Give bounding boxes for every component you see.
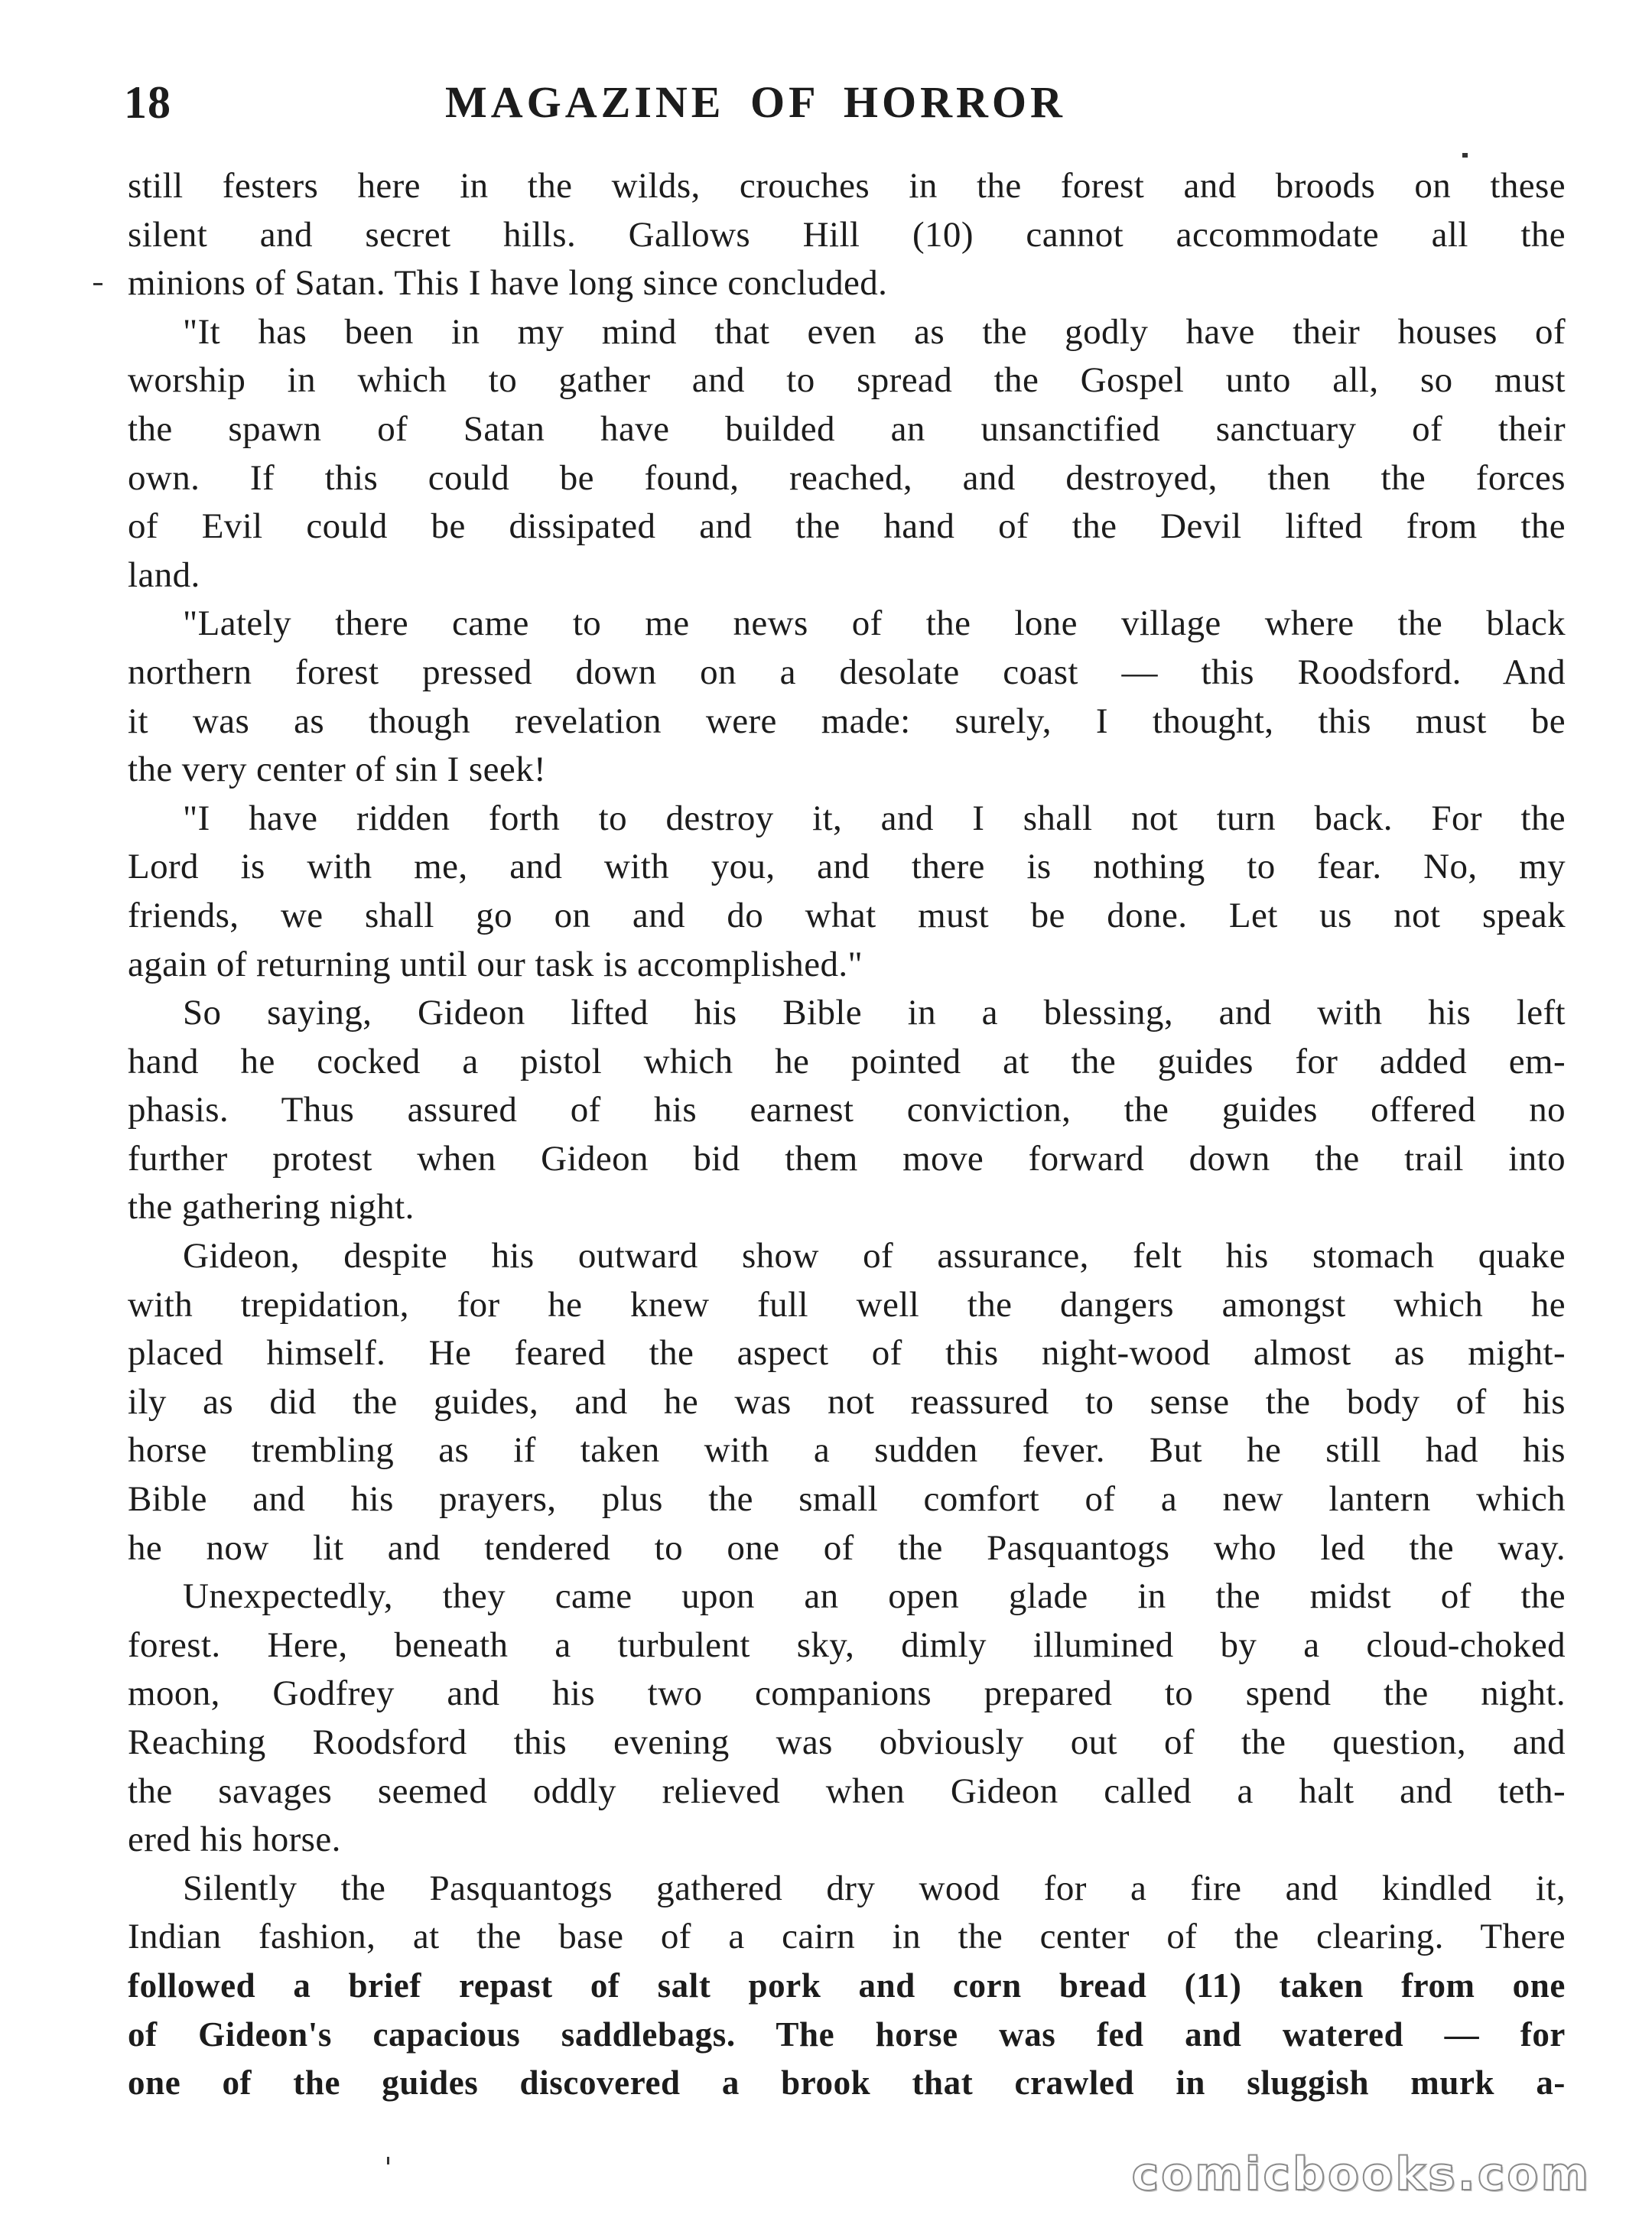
text-line: still festers here in the wilds, crouches in the forest and broods on these (128, 166, 1566, 206)
text-line: of Evil could be dissipated and the hand of the Devil lifted from the (128, 506, 1566, 547)
text-line: land. (128, 554, 200, 595)
stray-mark (93, 283, 102, 285)
text-line: ered his horse. (128, 1820, 341, 1860)
story-text (128, 162, 1566, 2108)
text-line: "I have ridden forth to destroy it, and I shall not turn back. For the (183, 798, 1566, 838)
text-line: hand he cocked a pistol which he pointed at the guides for added em- (128, 1041, 1566, 1081)
page-number: 18 (124, 77, 171, 128)
text-line: Unexpectedly, they came upon an open glade in the midst of the (183, 1576, 1566, 1617)
text-line: Lord is with me, and with you, and there is nothing to fear. No, my (128, 847, 1566, 887)
text-line: "It has been in my mind that even as the godly have their houses of (183, 311, 1566, 352)
text-line: own. If this could be found, reached, and destroyed, then the forces (128, 457, 1566, 498)
text-line: followed a brief repast of salt pork and corn bread (11) taken from one (128, 1966, 1566, 2005)
stray-mark (1462, 153, 1468, 158)
text-line: with trepidation, for he knew full well the dangers amongst which he (128, 1284, 1566, 1325)
watermark: comicbooks.com (1131, 2148, 1591, 2201)
text-line: Gideon, despite his outward show of assurance, felt his stomach quake (183, 1236, 1566, 1276)
text-line: the gathering night. (128, 1187, 415, 1228)
text-line: "Lately there came to me news of the lone village where the black (183, 603, 1566, 644)
text-line: moon, Godfrey and his two companions prepared to spend the night. (128, 1673, 1566, 1714)
text-line: northern forest pressed down on a desolate coast — this Roodsford. And (128, 652, 1566, 692)
text-line: one of the guides discovered a brook that crawled in sluggish murk a- (128, 2064, 1566, 2103)
text-line: ily as did the guides, and he was not reassured to sense the body of his (128, 1381, 1566, 1422)
text-line: further protest when Gideon bid them move forward down the trail into (128, 1138, 1566, 1179)
text-line: silent and secret hills. Gallows Hill (10) cannot accommodate all the (128, 214, 1566, 255)
stray-mark (387, 2157, 389, 2164)
running-title: MAGAZINE OF HORROR (445, 77, 1066, 127)
text-line: Silently the Pasquantogs gathered dry wood for a fire and kindled it, (183, 1868, 1566, 1908)
text-line: it was as though revelation were made: surely, I thought, this must be (128, 701, 1566, 741)
page-header (124, 76, 1562, 138)
text-line: friends, we shall go on and do what must be done. Let us not speak (128, 895, 1566, 935)
text-line: phasis. Thus assured of his earnest conviction, the guides offered no (128, 1090, 1566, 1130)
text-line: placed himself. He feared the aspect of this night-wood almost as might- (128, 1333, 1566, 1374)
text-line: again of returning until our task is accomplished." (128, 944, 863, 984)
text-line: Reaching Roodsford this evening was obviously out of the question, and (128, 1722, 1566, 1762)
text-line: the spawn of Satan have builded an unsanctified sanctuary of their (128, 408, 1566, 449)
text-line: worship in which to gather and to spread the Gospel unto all, so must (128, 360, 1566, 401)
text-line: Indian fashion, at the base of a cairn in the center of the clearing. There (128, 1917, 1566, 1957)
text-line: forest. Here, beneath a turbulent sky, dimly illumined by a cloud-choked (128, 1624, 1566, 1665)
text-line: of Gideon's capacious saddlebags. The horse was fed and watered — for (128, 2015, 1566, 2054)
text-line: minions of Satan. This I have long since concluded. (128, 263, 888, 304)
text-line: the very center of sin I seek! (128, 750, 547, 790)
text-line: the savages seemed oddly relieved when Gideon called a halt and teth- (128, 1771, 1566, 1811)
text-line: horse trembling as if taken with a sudden fever. But he still had his (128, 1430, 1566, 1471)
text-line: Bible and his prayers, plus the small comfort of a new lantern which (128, 1479, 1566, 1520)
text-line: So saying, Gideon lifted his Bible in a blessing, and with his left (183, 993, 1566, 1033)
text-line: he now lit and tendered to one of the Pasquantogs who led the way. (128, 1527, 1566, 1568)
